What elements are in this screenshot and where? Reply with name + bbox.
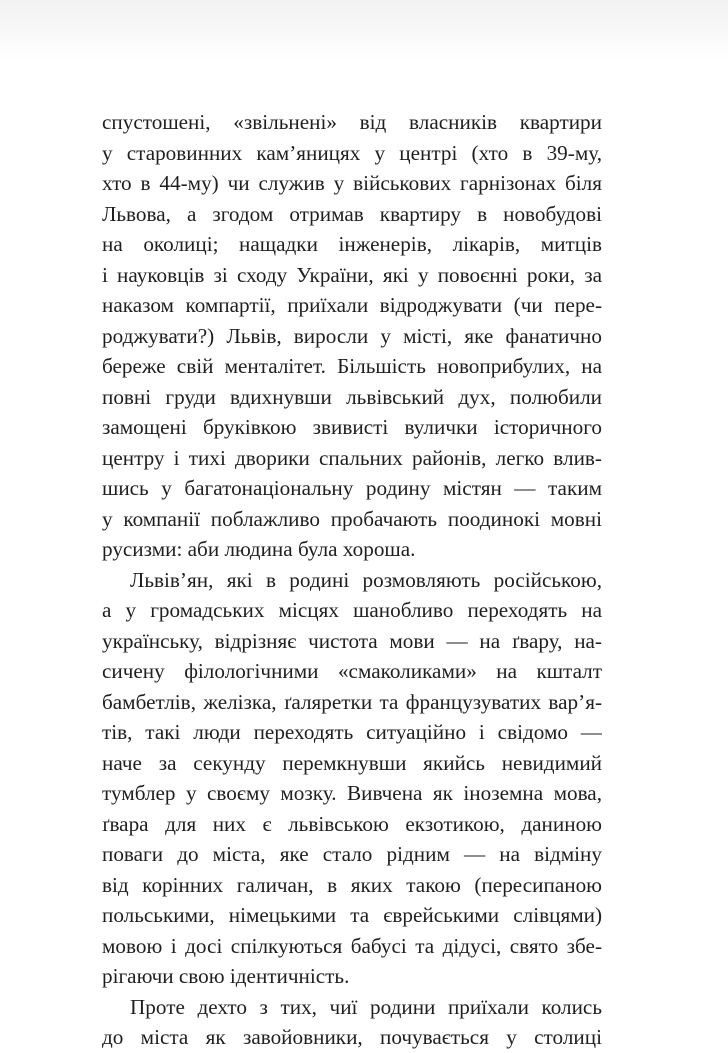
body-text xyxy=(102,107,602,1053)
text-line: повні груди вдихнувши львівський дух, полюбили xyxy=(102,384,602,409)
text-line: рігаючи свою ідентичність. xyxy=(102,964,350,988)
text-line: наказом компартії, приїхали відроджувати (чи пере- xyxy=(102,293,602,317)
text-line: центру і тихі дворики спальних районів, легко влив- xyxy=(102,445,602,470)
text-line: українську, відрізняє чистота мови — на ґвару, на- xyxy=(102,628,602,653)
text-line: хто в 44-му) чи служив у військових гарнізонах біля xyxy=(102,171,602,195)
text-line: тумблер у своєму мозку. Вивчена як іноземна мова, xyxy=(102,781,602,805)
text-line: сичену філологічними «смаколиками» на кшталт xyxy=(102,659,602,683)
text-line: ґвара для них є львівською екзотикою, даниною xyxy=(102,811,602,836)
text-line: і науковців зі сходу України, які у повоєнні роки, за xyxy=(102,262,602,287)
text-line: береже свій менталітет. Більшість новоприбулих, на xyxy=(102,354,602,378)
text-line: у старовинних кам’яницях у центрі (хто в 39-му, xyxy=(102,140,602,165)
text-line: від корінних галичан, в яких такою (пересипаною xyxy=(102,872,602,897)
paragraph xyxy=(102,992,602,1053)
scan-top-shadow xyxy=(0,0,728,60)
text-line: поваги до міста, яке стало рідним — на відміну xyxy=(102,842,602,866)
text-line: шись у багатонаціональну родину містян — таким xyxy=(102,476,602,500)
text-line: Проте дехто з тих, чиї родини приїхали колись xyxy=(130,994,602,1019)
text-line: Львів’ян, які в родині розмовляють російською, xyxy=(130,567,602,592)
text-line: у компанії поблажливо пробачають поодинокі мовні xyxy=(102,506,602,531)
text-line: до міста як завойовники, почувається у столиці xyxy=(102,1025,602,1049)
text-line: а у громадських місцях шанобливо переходять на xyxy=(102,598,602,622)
text-line: бамбетлів, желізка, ґаляретки та французуватих вар’я- xyxy=(102,689,602,714)
text-line: Львова, а згодом отримав квартиру в новобудові xyxy=(102,201,602,226)
text-line: русизми: аби людина була хороша. xyxy=(102,537,416,561)
text-line: роджувати?) Львів, виросли у місті, яке фанатично xyxy=(102,323,602,348)
text-line: на околиці; нащадки інженерів, лікарів, митців xyxy=(102,232,602,256)
text-line: мовою і досі спілкуються бабусі та дідусі, свято збе- xyxy=(102,933,602,958)
paragraph xyxy=(102,565,602,992)
text-line: наче за секунду перемкнувши якийсь невидимий xyxy=(102,750,602,775)
text-line: замощені бруківкою звивисті вулички історичного xyxy=(102,415,602,439)
text-line: спустошені, «звільнені» від власників квартири xyxy=(102,110,602,134)
paragraph xyxy=(102,107,602,565)
text-line: тів, такі люди переходять ситуаційно і свідомо — xyxy=(102,720,602,744)
text-line: польськими, німецькими та єврейськими слівцями) xyxy=(102,903,602,927)
